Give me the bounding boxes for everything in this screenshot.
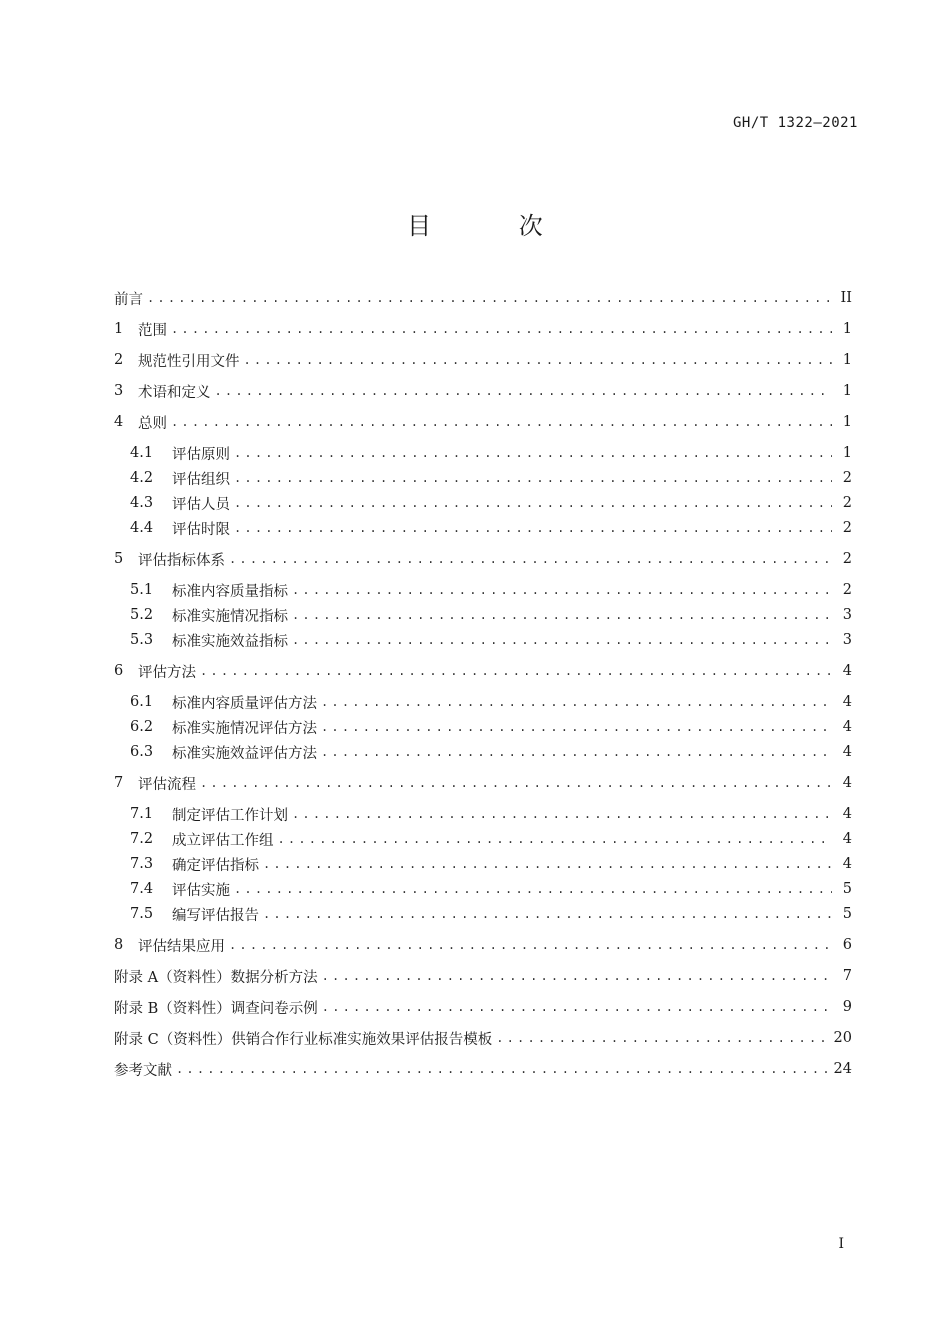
toc-entry[interactable]: [130, 628, 852, 652]
toc-entry-page: 24: [833, 1061, 852, 1077]
toc-leader-dots: [171, 415, 832, 429]
toc-entry[interactable]: [114, 933, 852, 957]
toc-entry-number: 8: [114, 937, 124, 953]
toc-entry-label: 范围: [138, 322, 167, 339]
toc-entry-number: 6.1: [130, 694, 154, 710]
toc-entry-number: 6.3: [130, 744, 154, 760]
toc-entry-label: 标准实施效益评估方法: [172, 745, 317, 762]
toc-entry[interactable]: [130, 740, 852, 764]
toc-leader-dots: [147, 291, 832, 305]
toc-entry-page: 2: [842, 582, 852, 598]
toc-entry-label: 确定评估指标: [172, 857, 259, 874]
toc-entry-page: 4: [842, 831, 852, 847]
toc-entry-label: 评估人员: [172, 496, 230, 513]
toc-entry[interactable]: [130, 491, 852, 515]
toc-entry[interactable]: [130, 578, 852, 602]
toc-entry-number: 5.2: [130, 607, 154, 623]
toc-entry[interactable]: [130, 902, 852, 926]
toc-leader-dots: [322, 1000, 832, 1014]
toc-entry-page: 4: [842, 719, 852, 735]
toc-entry[interactable]: [114, 348, 852, 372]
toc-entry[interactable]: [130, 690, 852, 714]
toc-entry-label: 评估指标体系: [138, 552, 225, 569]
toc-entry[interactable]: [114, 771, 852, 795]
toc-leader-dots: [234, 882, 832, 896]
toc-entry-number: 6.2: [130, 719, 154, 735]
toc-entry[interactable]: [114, 1026, 852, 1050]
toc-entry-number: 1: [114, 321, 124, 337]
toc-entry-page: 20: [833, 1030, 852, 1046]
toc-leader-dots: [292, 633, 832, 647]
toc-entry-page: 2: [842, 520, 852, 536]
toc-entry-number: 7.4: [130, 881, 154, 897]
toc-entry[interactable]: [114, 995, 852, 1019]
toc-entry[interactable]: [130, 466, 852, 490]
toc-leader-dots: [229, 552, 832, 566]
toc-entry-label: 附录 C（资料性）供销合作行业标准实施效果评估报告模板: [114, 1031, 493, 1048]
toc-leader-dots: [292, 608, 832, 622]
toc-entry-label: 标准实施情况指标: [172, 608, 288, 625]
toc-leader-dots: [321, 745, 832, 759]
toc-entry-page: II: [840, 290, 852, 306]
toc-entry-label: 前言: [114, 291, 143, 308]
toc-entry[interactable]: [114, 317, 852, 341]
toc-leader-dots: [200, 664, 832, 678]
toc-entry[interactable]: [130, 852, 852, 876]
toc-leader-dots: [234, 496, 832, 510]
toc-entry-page: 6: [842, 937, 852, 953]
toc-entry-label: 附录 B（资料性）调查问卷示例: [114, 1000, 318, 1017]
toc-entry[interactable]: [114, 1057, 852, 1081]
toc-entry-label: 术语和定义: [138, 384, 211, 401]
toc-entry-number: 3: [114, 383, 124, 399]
toc-leader-dots: [263, 907, 832, 921]
toc-leader-dots: [176, 1062, 828, 1076]
toc-entry-number: 5.3: [130, 632, 154, 648]
toc-entry[interactable]: [130, 715, 852, 739]
toc-entry-page: 2: [842, 495, 852, 511]
toc-entry-label: 评估方法: [138, 664, 196, 681]
toc-entry-label: 标准内容质量指标: [172, 583, 288, 600]
toc-leader-dots: [200, 776, 832, 790]
toc-entry-label: 评估时限: [172, 521, 230, 538]
toc-entry-page: 1: [842, 352, 852, 368]
toc-entry-number: 4.2: [130, 470, 154, 486]
toc-leader-dots: [496, 1031, 827, 1045]
toc-entry-number: 4: [114, 414, 124, 430]
toc-entry-page: 1: [842, 445, 852, 461]
toc-entry[interactable]: [130, 827, 852, 851]
toc-leader-dots: [278, 832, 833, 846]
toc-entry-number: 4.4: [130, 520, 154, 536]
toc-entry-page: 7: [842, 968, 852, 984]
toc-entry-page: 4: [842, 775, 852, 791]
toc-entry-page: 4: [842, 856, 852, 872]
toc-entry-label: 标准内容质量评估方法: [172, 695, 317, 712]
toc-entry-page: 4: [842, 806, 852, 822]
toc-leader-dots: [234, 521, 832, 535]
toc-entry[interactable]: [130, 877, 852, 901]
toc-entry-page: 5: [842, 906, 852, 922]
toc-entry-page: 2: [842, 470, 852, 486]
toc-entry[interactable]: [114, 410, 852, 434]
toc-entry[interactable]: [114, 659, 852, 683]
toc-entry-label: 标准实施效益指标: [172, 633, 288, 650]
toc-entry-number: 4.3: [130, 495, 154, 511]
toc-entry-label: 评估原则: [172, 446, 230, 463]
toc-leader-dots: [244, 353, 833, 367]
toc-entry-number: 6: [114, 663, 124, 679]
toc-entry-number: 5.1: [130, 582, 154, 598]
toc-entry-number: 2: [114, 352, 124, 368]
toc-entry-page: 9: [842, 999, 852, 1015]
toc-entry-number: 4.1: [130, 445, 154, 461]
toc-entry-label: 评估流程: [138, 776, 196, 793]
toc-entry-page: 3: [842, 607, 852, 623]
toc-entry-page: 1: [842, 321, 852, 337]
toc-entry[interactable]: [130, 516, 852, 540]
toc-entry-number: 5: [114, 551, 124, 567]
toc-entry-label: 总则: [138, 415, 167, 432]
toc-entry[interactable]: [130, 603, 852, 627]
toc-leader-dots: [171, 322, 832, 336]
toc-entry-number: 7.3: [130, 856, 154, 872]
toc-entry-page: 2: [842, 551, 852, 567]
toc-entry[interactable]: [114, 286, 852, 310]
toc-entry[interactable]: [114, 964, 852, 988]
toc-leader-dots: [321, 720, 832, 734]
toc-leader-dots: [215, 384, 833, 398]
footer-page-number: I: [838, 1236, 844, 1252]
toc-entry-page: 4: [842, 744, 852, 760]
toc-entry-number: 7: [114, 775, 124, 791]
toc-entry[interactable]: [130, 441, 852, 465]
toc-entry-page: 4: [842, 663, 852, 679]
toc-entry-page: 4: [842, 694, 852, 710]
toc-leader-dots: [234, 471, 832, 485]
toc-entry-label: 评估组织: [172, 471, 230, 488]
document-code: GH/T 1322—2021: [732, 115, 858, 131]
toc-entry-label: 成立评估工作组: [172, 832, 274, 849]
toc-leader-dots: [322, 969, 832, 983]
toc-leader-dots: [292, 807, 832, 821]
toc-entry-page: 1: [842, 383, 852, 399]
toc-leader-dots: [263, 857, 832, 871]
toc-entry[interactable]: [114, 547, 852, 571]
toc-entry-label: 参考文献: [114, 1062, 172, 1079]
toc-leader-dots: [292, 583, 832, 597]
toc-leader-dots: [234, 446, 832, 460]
toc-entry-label: 制定评估工作计划: [172, 807, 288, 824]
toc-entry[interactable]: [130, 802, 852, 826]
toc-leader-dots: [229, 938, 832, 952]
toc-entry-number: 7.2: [130, 831, 154, 847]
toc-entry-page: 1: [842, 414, 852, 430]
toc-entry-label: 编写评估报告: [172, 907, 259, 924]
toc-entry-label: 评估结果应用: [138, 938, 225, 955]
toc-title: 目 次: [407, 212, 583, 240]
toc-entry-label: 标准实施情况评估方法: [172, 720, 317, 737]
toc-entry-page: 5: [842, 881, 852, 897]
toc-entry-label: 评估实施: [172, 882, 230, 899]
toc-entry[interactable]: [114, 379, 852, 403]
toc-entry-page: 3: [842, 632, 852, 648]
toc-entry-number: 7.1: [130, 806, 154, 822]
toc-entry-label: 规范性引用文件: [138, 353, 240, 370]
toc-entry-label: 附录 A（资料性）数据分析方法: [114, 969, 318, 986]
toc-leader-dots: [321, 695, 832, 709]
toc-entry-number: 7.5: [130, 906, 154, 922]
